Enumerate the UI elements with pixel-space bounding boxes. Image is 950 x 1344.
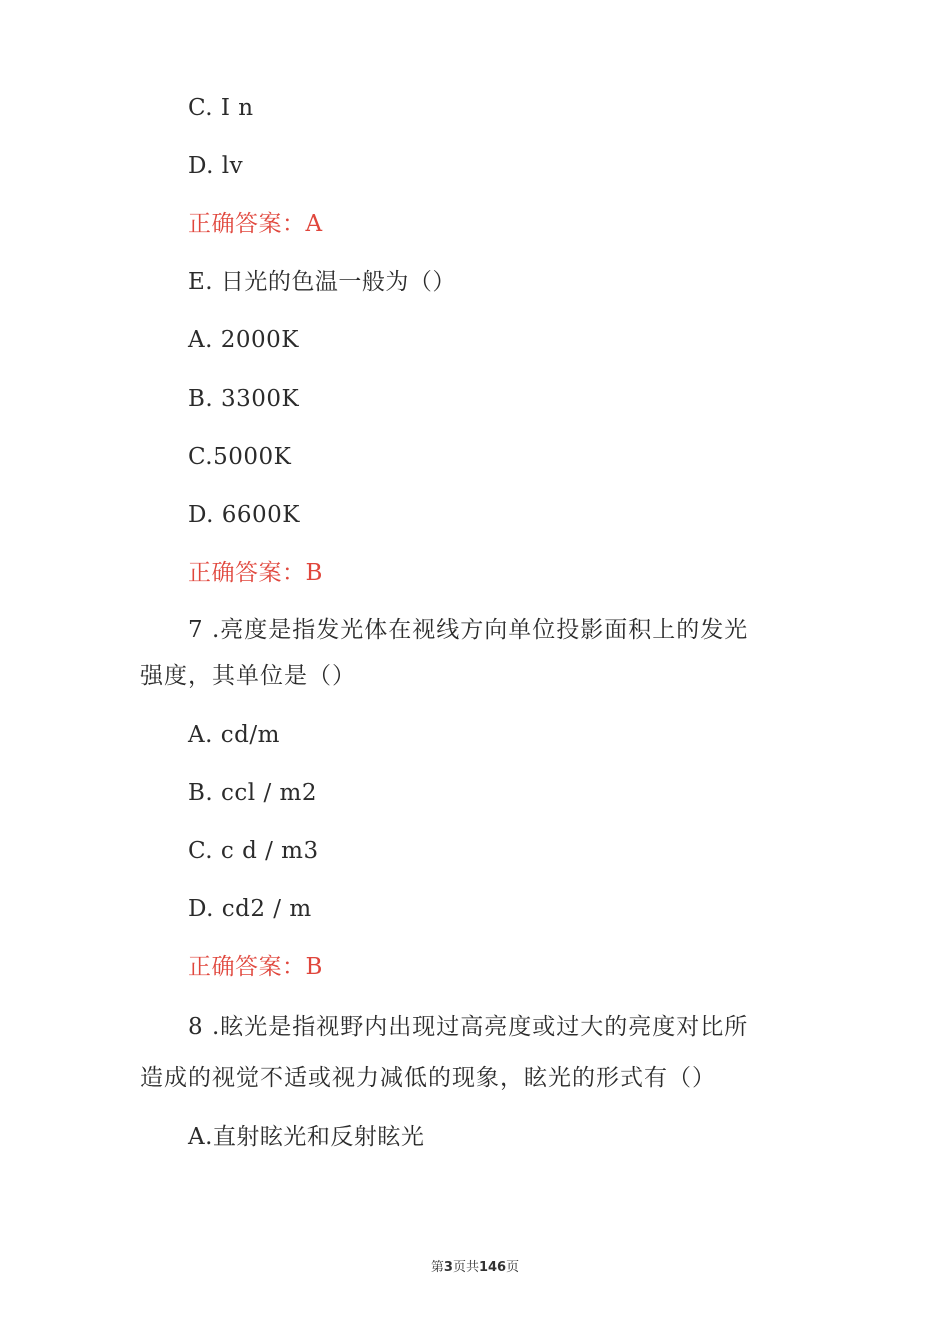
footer-suffix: 页 — [506, 1260, 520, 1275]
total-page-count: 146 — [478, 1260, 507, 1275]
option-c-line: C. I n — [188, 95, 254, 121]
footer-middle: 页共 — [452, 1260, 479, 1275]
question-line: 8 .眩光是指视野内出现过高亮度或过大的亮度对比所 — [188, 1014, 749, 1040]
page-footer — [0, 1256, 950, 1275]
question-line-continued: 强度，其单位是（） — [140, 663, 356, 689]
option-a-line: A.直射眩光和反射眩光 — [188, 1124, 425, 1150]
option-c-line: C.5000K — [188, 444, 292, 470]
question-line: 7 .亮度是指发光体在视线方向单位投影面积上的发光 — [188, 617, 749, 643]
option-d-line: D. lv — [188, 153, 244, 179]
option-b-line: B. ccl / m2 — [188, 780, 317, 806]
correct-answer-line: 正确答案：B — [188, 560, 323, 586]
footer-prefix: 第 — [430, 1260, 444, 1275]
correct-answer-line: 正确答案：A — [188, 211, 323, 237]
correct-answer-line: 正确答案：B — [188, 954, 323, 980]
question-line: E. 日光的色温一般为（） — [188, 269, 456, 295]
question-line-continued: 造成的视觉不适或视力减低的现象，眩光的形式有（） — [140, 1065, 716, 1091]
option-d-line: D. 6600K — [188, 502, 300, 528]
option-d-line: D. cd2 / m — [188, 896, 312, 922]
current-page-number: 3 — [443, 1260, 453, 1275]
option-a-line: A. cd/m — [188, 722, 280, 748]
option-b-line: B. 3300K — [188, 386, 300, 412]
option-c-line: C. c d / m3 — [188, 838, 319, 864]
option-a-line: A. 2000K — [188, 327, 299, 353]
